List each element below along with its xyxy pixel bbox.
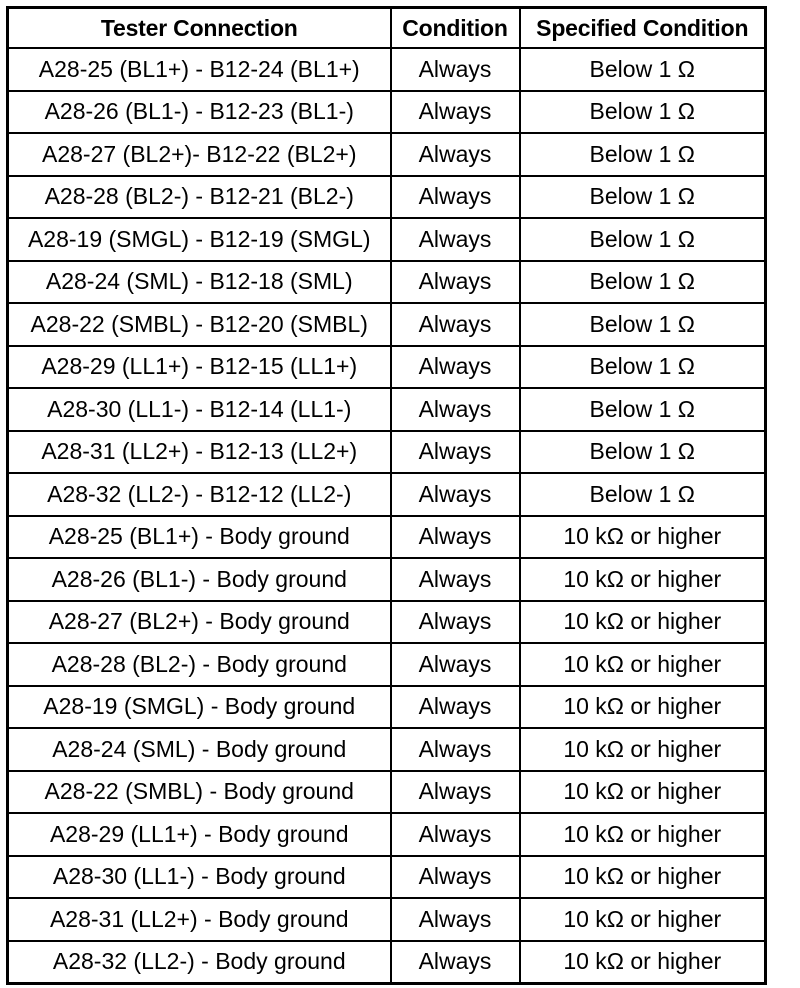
condition-cell: Always: [391, 261, 520, 304]
condition-cell: Always: [391, 91, 520, 134]
table-row: [8, 176, 766, 219]
table-row: [8, 91, 766, 134]
table-row: [8, 133, 766, 176]
condition-cell: Always: [391, 856, 520, 899]
tester-connection-cell: A28-30 (LL1-) - Body ground: [8, 856, 391, 899]
tester-connection-cell: A28-27 (BL2+) - Body ground: [8, 601, 391, 644]
table-row: [8, 728, 766, 771]
table-row: [8, 898, 766, 941]
tester-connection-cell: A28-22 (SMBL) - B12-20 (SMBL): [8, 303, 391, 346]
condition-cell: Always: [391, 813, 520, 856]
condition-cell: Always: [391, 558, 520, 601]
specified-condition-cell: 10 kΩ or higher: [520, 856, 766, 899]
condition-cell: Always: [391, 601, 520, 644]
tester-connection-cell: A28-25 (BL1+) - Body ground: [8, 516, 391, 559]
specified-condition-cell: Below 1 Ω: [520, 473, 766, 516]
table-row: [8, 431, 766, 474]
specified-condition-cell: 10 kΩ or higher: [520, 941, 766, 984]
condition-cell: Always: [391, 431, 520, 474]
specified-condition-cell: Below 1 Ω: [520, 388, 766, 431]
specified-condition-cell: 10 kΩ or higher: [520, 898, 766, 941]
tester-connection-cell: A28-19 (SMGL) - Body ground: [8, 686, 391, 729]
header-specified-condition: Specified Condition: [520, 8, 766, 49]
table-row: [8, 643, 766, 686]
table-row: [8, 558, 766, 601]
specified-condition-cell: Below 1 Ω: [520, 346, 766, 389]
tester-connection-cell: A28-32 (LL2-) - B12-12 (LL2-): [8, 473, 391, 516]
condition-cell: Always: [391, 686, 520, 729]
tester-connection-cell: A28-19 (SMGL) - B12-19 (SMGL): [8, 218, 391, 261]
table-row: [8, 346, 766, 389]
specified-condition-cell: Below 1 Ω: [520, 261, 766, 304]
table-row: [8, 856, 766, 899]
tester-connection-cell: A28-26 (BL1-) - Body ground: [8, 558, 391, 601]
specified-condition-cell: 10 kΩ or higher: [520, 516, 766, 559]
tester-connection-cell: A28-28 (BL2-) - B12-21 (BL2-): [8, 176, 391, 219]
condition-cell: Always: [391, 941, 520, 984]
specified-condition-cell: 10 kΩ or higher: [520, 558, 766, 601]
tester-connection-cell: A28-24 (SML) - Body ground: [8, 728, 391, 771]
tester-connection-cell: A28-32 (LL2-) - Body ground: [8, 941, 391, 984]
tester-connection-cell: A28-31 (LL2+) - B12-13 (LL2+): [8, 431, 391, 474]
specified-condition-cell: Below 1 Ω: [520, 133, 766, 176]
condition-cell: Always: [391, 516, 520, 559]
tester-connection-cell: A28-26 (BL1-) - B12-23 (BL1-): [8, 91, 391, 134]
condition-cell: Always: [391, 346, 520, 389]
specified-condition-cell: 10 kΩ or higher: [520, 643, 766, 686]
table-row: [8, 813, 766, 856]
condition-cell: Always: [391, 388, 520, 431]
condition-cell: Always: [391, 643, 520, 686]
table-row: [8, 473, 766, 516]
table-header: [8, 8, 766, 49]
specified-condition-cell: Below 1 Ω: [520, 48, 766, 91]
condition-cell: Always: [391, 48, 520, 91]
tester-connection-cell: A28-25 (BL1+) - B12-24 (BL1+): [8, 48, 391, 91]
specified-condition-cell: 10 kΩ or higher: [520, 601, 766, 644]
table-row: [8, 516, 766, 559]
table-row: [8, 686, 766, 729]
header-condition: Condition: [391, 8, 520, 49]
table-row: [8, 941, 766, 984]
tester-connection-cell: A28-22 (SMBL) - Body ground: [8, 771, 391, 814]
tester-connection-cell: A28-27 (BL2+)- B12-22 (BL2+): [8, 133, 391, 176]
table-row: [8, 261, 766, 304]
specification-table: [6, 6, 767, 985]
table-body: [8, 48, 766, 984]
header-tester-connection: Tester Connection: [8, 8, 391, 49]
table-row: [8, 388, 766, 431]
specified-condition-cell: Below 1 Ω: [520, 303, 766, 346]
header-row: [8, 8, 766, 49]
condition-cell: Always: [391, 728, 520, 771]
tester-connection-cell: A28-29 (LL1+) - B12-15 (LL1+): [8, 346, 391, 389]
table-row: [8, 218, 766, 261]
specified-condition-cell: Below 1 Ω: [520, 176, 766, 219]
condition-cell: Always: [391, 771, 520, 814]
table-row: [8, 601, 766, 644]
condition-cell: Always: [391, 303, 520, 346]
table-row: [8, 771, 766, 814]
specified-condition-cell: 10 kΩ or higher: [520, 728, 766, 771]
condition-cell: Always: [391, 898, 520, 941]
specified-condition-cell: 10 kΩ or higher: [520, 771, 766, 814]
condition-cell: Always: [391, 218, 520, 261]
specified-condition-cell: Below 1 Ω: [520, 218, 766, 261]
specified-condition-cell: 10 kΩ or higher: [520, 686, 766, 729]
table-row: [8, 48, 766, 91]
condition-cell: Always: [391, 133, 520, 176]
specified-condition-cell: Below 1 Ω: [520, 431, 766, 474]
tester-connection-cell: A28-29 (LL1+) - Body ground: [8, 813, 391, 856]
specified-condition-cell: 10 kΩ or higher: [520, 813, 766, 856]
tester-connection-cell: A28-31 (LL2+) - Body ground: [8, 898, 391, 941]
tester-connection-cell: A28-28 (BL2-) - Body ground: [8, 643, 391, 686]
table-row: [8, 303, 766, 346]
tester-connection-cell: A28-30 (LL1-) - B12-14 (LL1-): [8, 388, 391, 431]
condition-cell: Always: [391, 473, 520, 516]
specified-condition-cell: Below 1 Ω: [520, 91, 766, 134]
condition-cell: Always: [391, 176, 520, 219]
tester-connection-cell: A28-24 (SML) - B12-18 (SML): [8, 261, 391, 304]
